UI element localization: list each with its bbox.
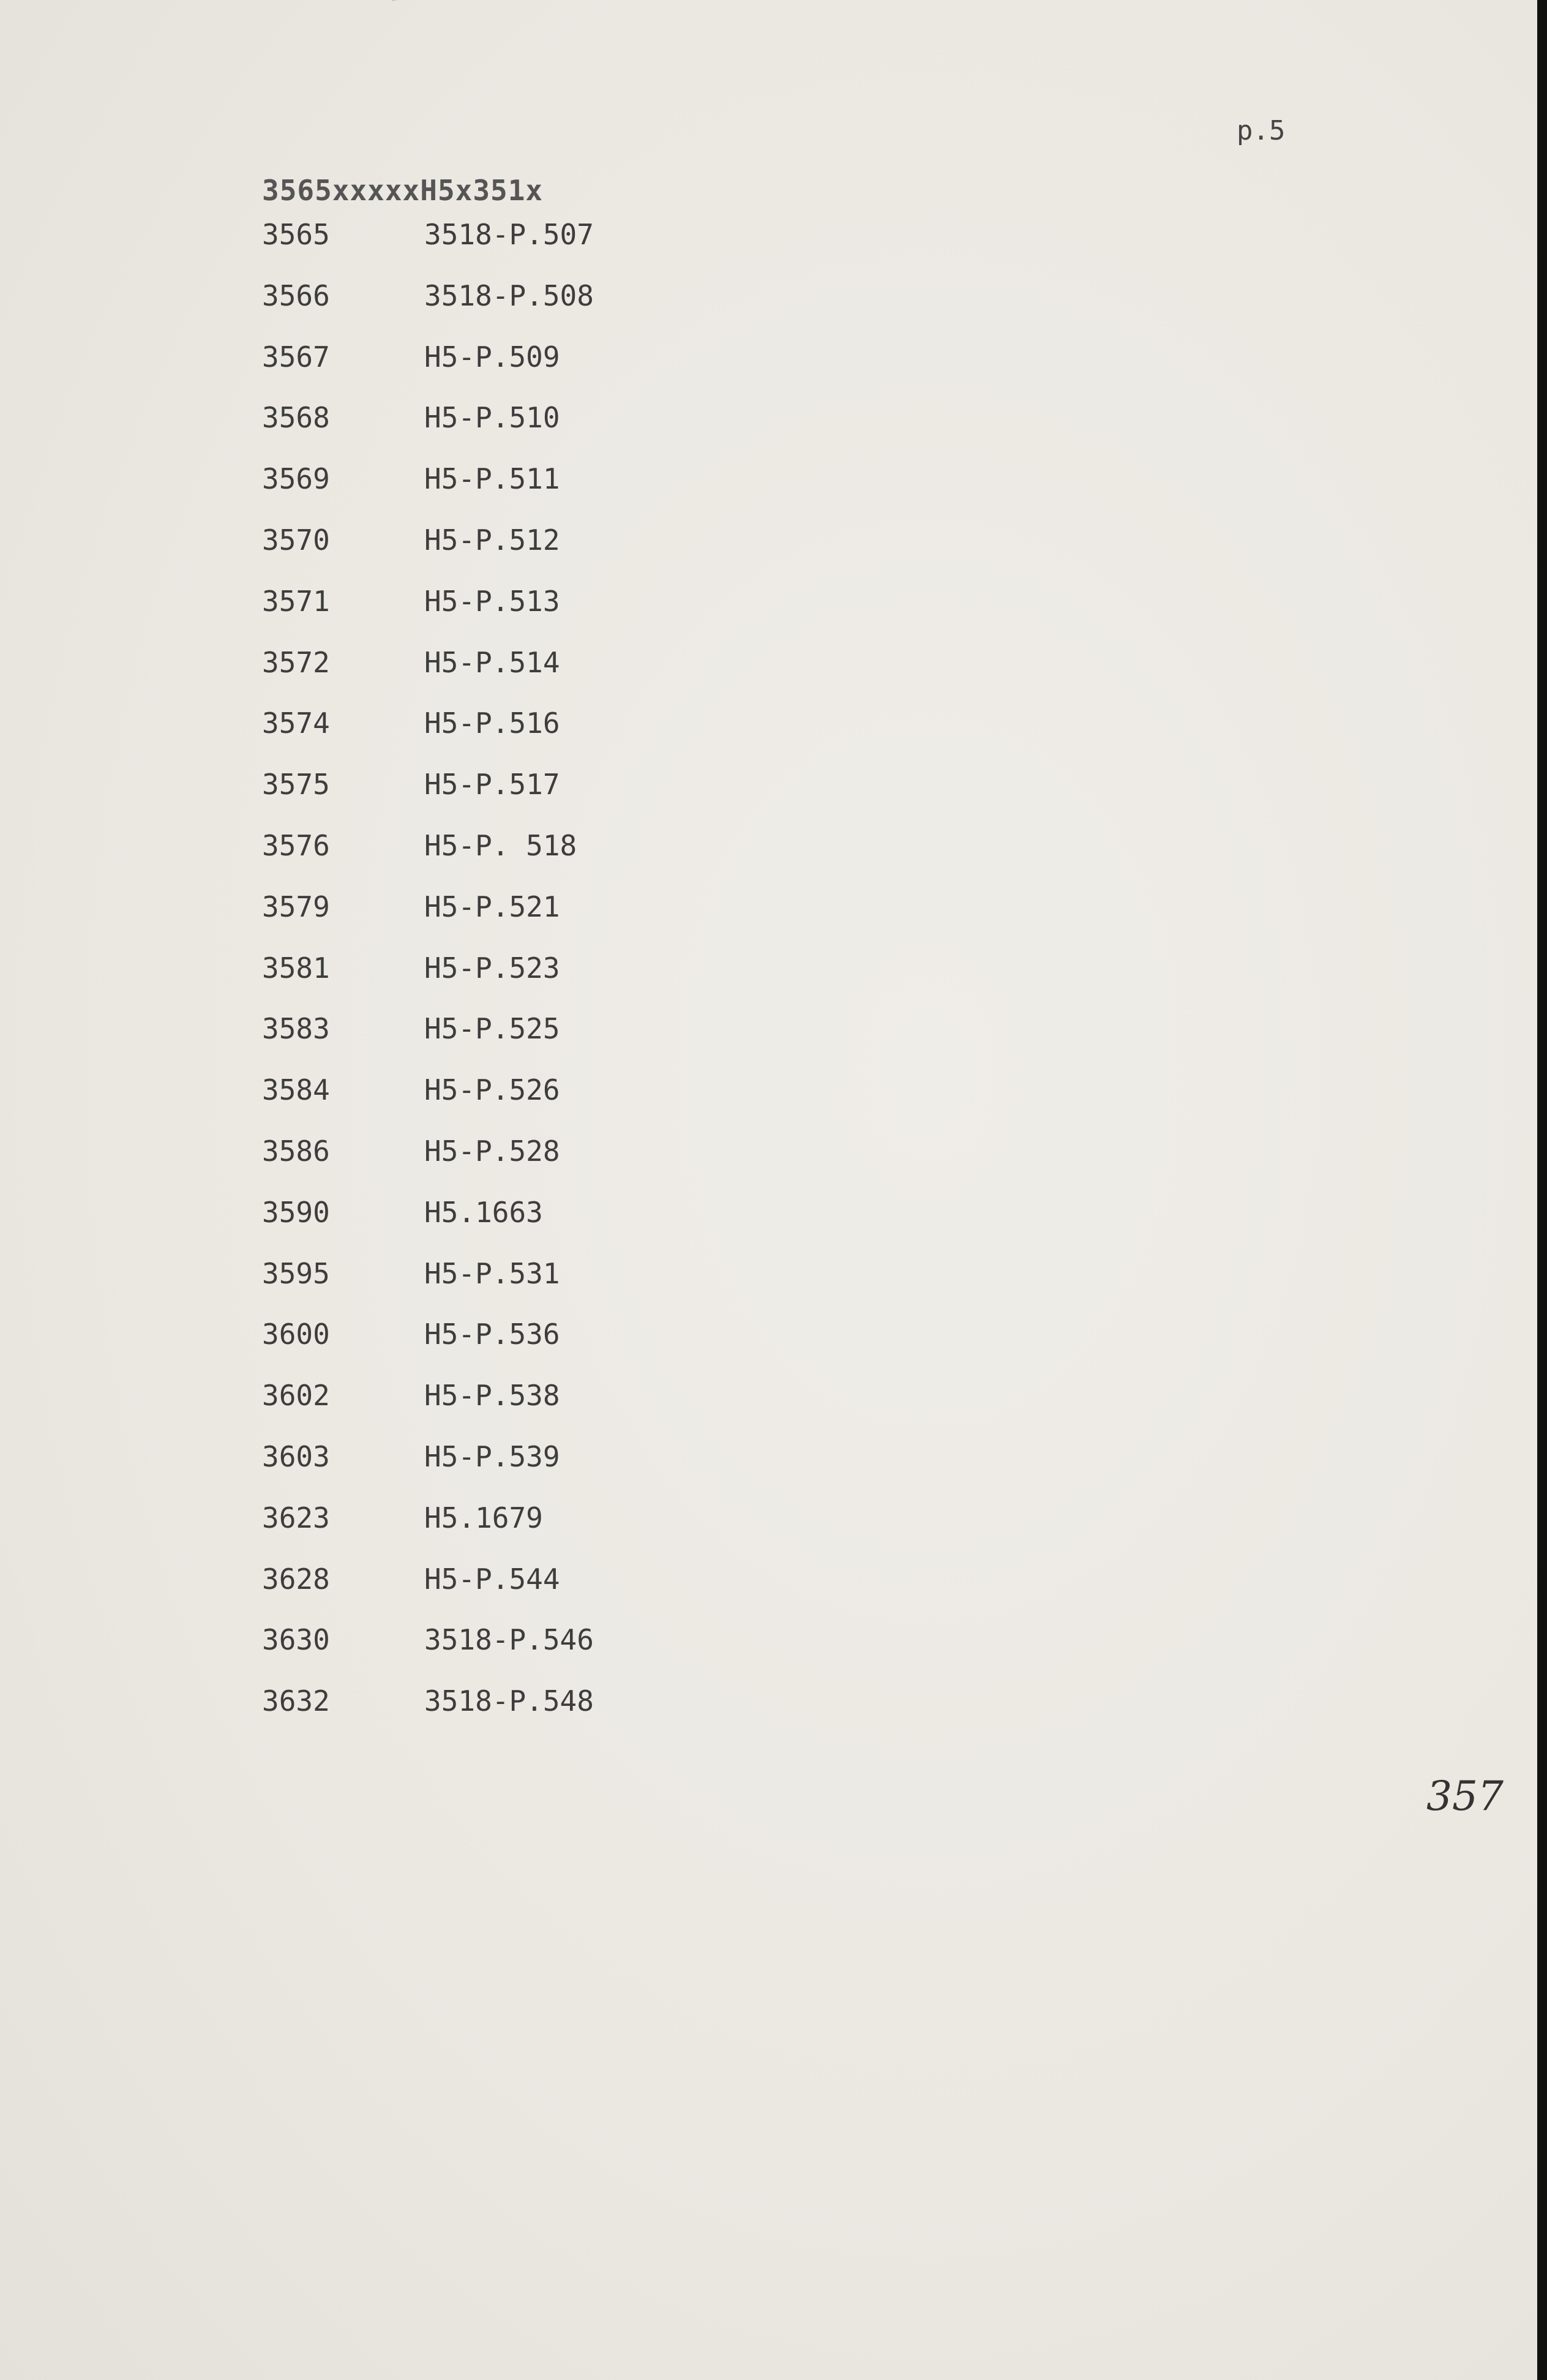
entry-list <box>262 218 594 1746</box>
entry-reference: 3518-P.508 <box>424 279 594 312</box>
list-item <box>262 707 594 768</box>
entry-number: 3583 <box>262 1012 330 1046</box>
list-item <box>262 218 594 279</box>
entry-number: 3586 <box>262 1134 330 1168</box>
entry-reference: H5-P.536 <box>424 1318 560 1351</box>
entry-reference: H5.1663 <box>424 1195 543 1229</box>
list-item <box>262 890 594 952</box>
entry-number: 3567 <box>262 340 330 374</box>
list-item <box>262 585 594 646</box>
entry-number: 3571 <box>262 584 330 618</box>
list-item <box>262 1135 594 1196</box>
list-item <box>262 829 594 890</box>
entry-number: 3623 <box>262 1501 330 1534</box>
entry-number: 3630 <box>262 1623 330 1657</box>
entry-reference: H5-P.544 <box>424 1562 560 1596</box>
page-label: p.5 <box>1237 115 1286 146</box>
entry-number: 3632 <box>262 1684 330 1718</box>
entry-number: 3579 <box>262 890 330 923</box>
entry-reference: H5-P.525 <box>424 1012 560 1046</box>
list-item <box>262 1623 594 1684</box>
entry-reference: H5-P.516 <box>424 707 560 740</box>
list-item <box>262 1379 594 1440</box>
list-item <box>262 646 594 707</box>
list-item <box>262 1501 594 1563</box>
entry-number: 3603 <box>262 1440 330 1473</box>
list-item <box>262 462 594 524</box>
list-item <box>262 401 594 462</box>
entry-reference: H5-P.513 <box>424 584 560 618</box>
entry-reference: H5-P.517 <box>424 768 560 801</box>
entry-reference: H5-P.531 <box>424 1256 560 1290</box>
list-item <box>262 1684 594 1746</box>
entry-number: 3565 <box>262 218 330 251</box>
entry-number: 3600 <box>262 1318 330 1351</box>
entry-reference: H5-P.538 <box>424 1379 560 1413</box>
entry-reference: H5-P.510 <box>424 401 560 435</box>
entry-number: 3576 <box>262 828 330 862</box>
list-item <box>262 1440 594 1501</box>
entry-number: 3575 <box>262 768 330 801</box>
list-item <box>262 340 594 402</box>
entry-number: 3590 <box>262 1195 330 1229</box>
list-item <box>262 279 594 340</box>
list-item <box>262 1318 594 1379</box>
entry-number: 3628 <box>262 1562 330 1596</box>
entry-reference: 3518-P.548 <box>424 1684 594 1718</box>
list-item <box>262 1257 594 1318</box>
entry-reference: 3518-P.507 <box>424 218 594 251</box>
entry-number: 3572 <box>262 645 330 679</box>
entry-reference: H5-P.514 <box>424 645 560 679</box>
entry-reference: H5.1679 <box>424 1501 543 1534</box>
entry-reference: 3518-P.546 <box>424 1623 594 1657</box>
entry-reference: H5-P.509 <box>424 340 560 374</box>
entry-number: 3574 <box>262 707 330 740</box>
entry-reference: H5-P.523 <box>424 951 560 985</box>
list-item <box>262 1073 594 1135</box>
entry-number: 3566 <box>262 279 330 312</box>
entry-number: 3595 <box>262 1256 330 1290</box>
handwritten-page-number: 357 <box>1426 1773 1504 1820</box>
entry-reference: H5-P.511 <box>424 462 560 496</box>
entry-reference: H5-P.526 <box>424 1073 560 1107</box>
list-item <box>262 1012 594 1073</box>
list-item <box>262 524 594 585</box>
entry-number: 3569 <box>262 462 330 496</box>
entry-number: 3581 <box>262 951 330 985</box>
entry-number: 3568 <box>262 401 330 435</box>
list-item <box>262 1563 594 1624</box>
struck-heading: 3565xxxxxH5x351x <box>262 174 544 207</box>
list-item <box>262 1196 594 1257</box>
entry-reference: H5-P.512 <box>424 523 560 557</box>
entry-reference: H5-P.521 <box>424 890 560 923</box>
scan-edge <box>1537 0 1547 2380</box>
entry-reference: H5-P. 518 <box>424 828 577 862</box>
entry-number: 3570 <box>262 523 330 557</box>
entry-number: 3584 <box>262 1073 330 1107</box>
entry-reference: H5-P.528 <box>424 1134 560 1168</box>
entry-number: 3602 <box>262 1379 330 1413</box>
entry-reference: H5-P.539 <box>424 1440 560 1473</box>
list-item <box>262 768 594 829</box>
list-item <box>262 952 594 1013</box>
